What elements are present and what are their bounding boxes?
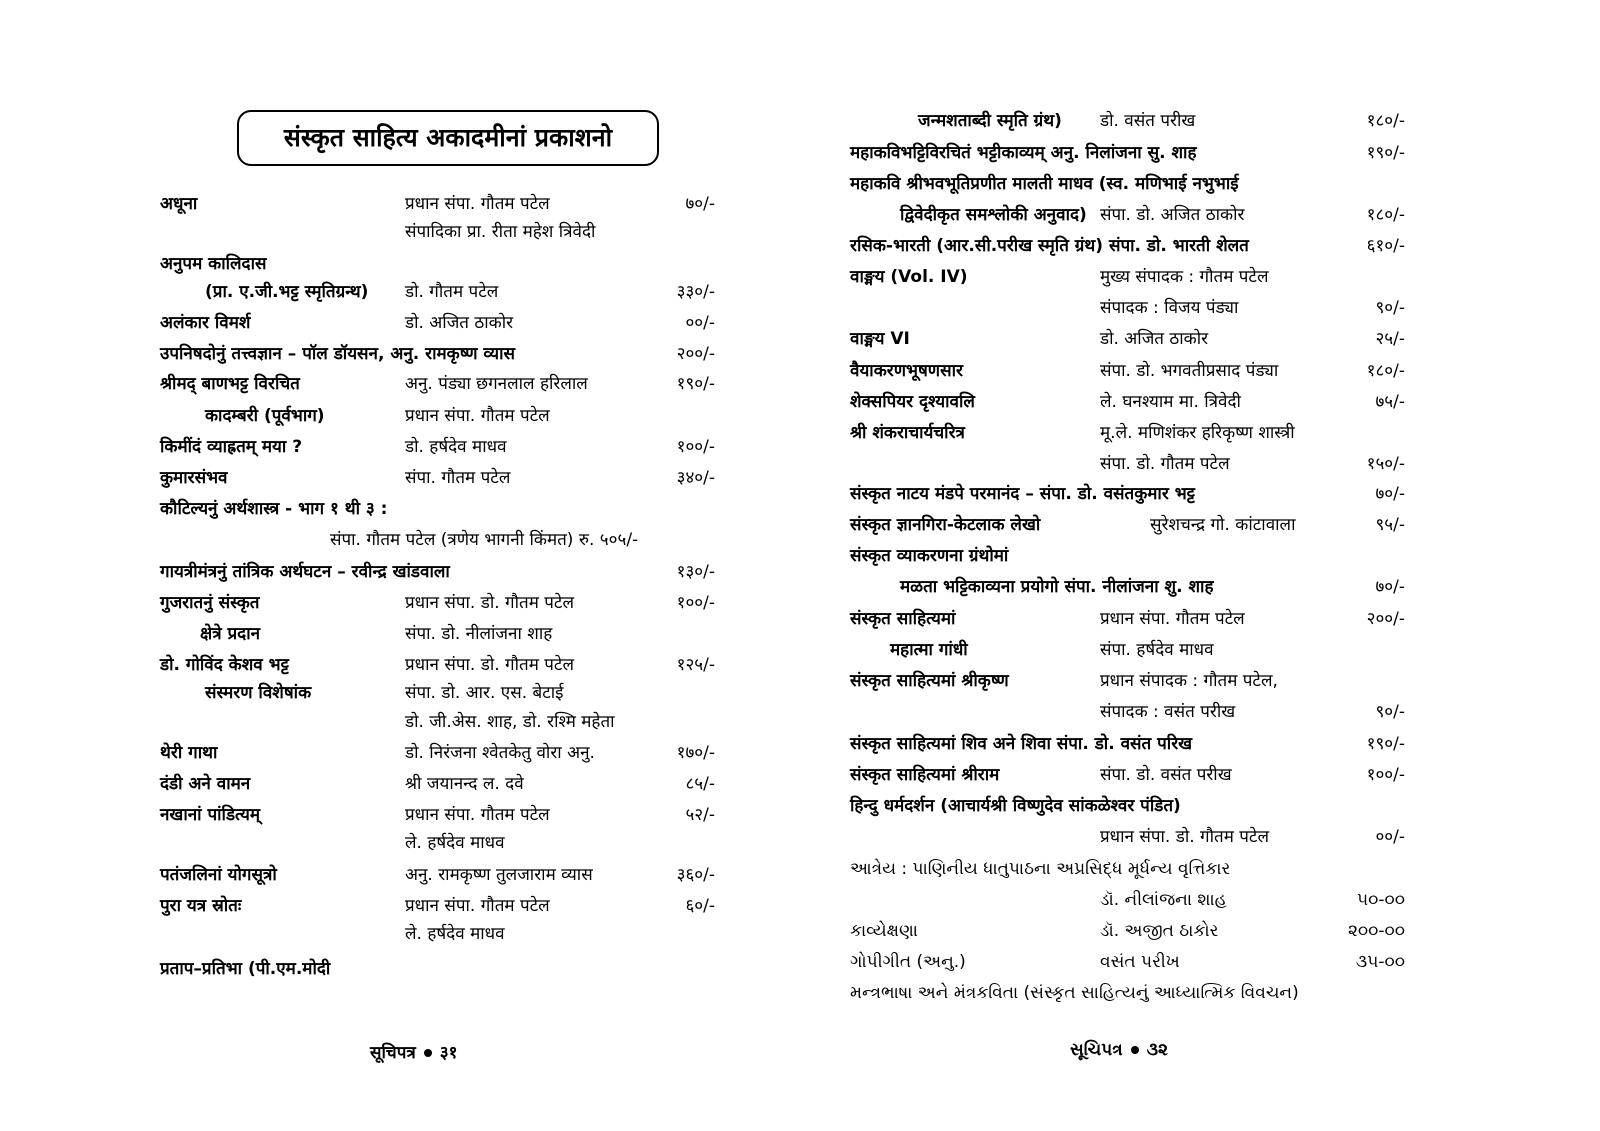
catalog-entry [800, 603, 1600, 635]
right-footer [1070, 1040, 1168, 1060]
price: १००/- [676, 437, 715, 457]
price: ७०/- [685, 194, 715, 214]
catalog-entry [800, 199, 1600, 231]
book-title: वाङ्मय VI [850, 329, 910, 349]
book-title: महाकविभट्टिविरचितं भट्टीकाव्यम् अनु. निलांजना सु. शाह [850, 143, 1197, 163]
price: ९०/- [1375, 298, 1405, 318]
book-title: क्षेत्रे प्रदान [200, 624, 261, 644]
catalog-entry [800, 790, 1600, 822]
editor-name: संपादिका प्रा. रीता महेश त्रिवेदी [405, 222, 596, 242]
catalog-entry [800, 417, 1600, 449]
book-title: किमींदं व्याह्रतम् मया ? [160, 437, 303, 457]
catalog-entry [0, 400, 800, 432]
catalog-entry [0, 587, 800, 619]
editor-name: संपादक : वसंत परीख [1100, 702, 1236, 722]
book-title: वाङ्मय (Vol. IV) [850, 267, 968, 287]
editor-name: संपा. डो. नीलांजना शाह [405, 624, 553, 644]
price: ૫૦-૦૦ [1356, 890, 1405, 910]
catalog-entry [0, 827, 800, 859]
editor-name: प्रधान संपा. गौतम पटेल [405, 406, 550, 426]
book-title: प्रताप–प्रतिभा (पी.एम.मोदी [160, 959, 331, 979]
catalog-entry [0, 677, 800, 709]
price: १८०/- [1366, 205, 1405, 225]
price: ७५/- [1375, 392, 1405, 412]
catalog-entry [800, 448, 1600, 480]
bullet-icon [424, 1049, 432, 1057]
price: १२५/- [676, 655, 715, 675]
page-title: संस्कृत साहित्य अकादमीनां प्रकाशनो [237, 110, 659, 166]
catalog-entry [800, 915, 1600, 947]
book-title: संस्कृत साहित्यमां श्रीकृष्ण [850, 671, 1009, 691]
catalog-entry [0, 462, 800, 494]
book-title: मळता भट्टिकाव्यना प्रयोगो संपा. नीलांजना शु. शाह [900, 577, 1214, 597]
editor-name: डो. हर्षदेव माधव [405, 437, 507, 457]
book-title: द्विवेदीकृत समश्लोकी अनुवाद) [900, 205, 1087, 225]
editor-name: डो. गौतम पटेल [405, 282, 499, 302]
price: ८५/- [685, 774, 715, 794]
book-title: संस्कृत नाटय मंडपे परमानंद – संपा. डो. वसंतकुमार भट्ट [850, 484, 1195, 504]
catalog-entry [800, 478, 1600, 510]
book-title: दंडी अने वामन [160, 774, 251, 794]
editor-name: ડૉ. નીલાંજના શાહ [1100, 890, 1227, 910]
left-footer [370, 1040, 457, 1063]
catalog-entry [800, 323, 1600, 355]
catalog-entry [0, 918, 800, 950]
price: ७०/- [1375, 484, 1405, 504]
catalog-entry [800, 571, 1600, 603]
editor-name: ले. हर्षदेव माधव [405, 833, 505, 853]
catalog-entry [800, 355, 1600, 387]
book-title: गायत्रीमंत्रनुं तांत्रिक अर्थघटन – रवीन्द्र खांडवाला [160, 562, 450, 582]
catalog-entry [0, 216, 800, 248]
editor-name: संपा. डो. वसंत परीख [1100, 765, 1232, 785]
price: २००/- [1366, 609, 1405, 629]
book-title: थेरी गाथा [160, 743, 218, 763]
editor-name: संपा. डो. अजित ठाकोर [1100, 205, 1245, 225]
book-title: हिन्दु धर्मदर्शन (आचार्यश्री विष्णुदेव सांकळेश्वर पंडित) [850, 796, 1181, 816]
editor-name: संपा. गौतम पटेल [405, 468, 511, 488]
editor-name: प्रधान संपा. डो. गौतम पटेल [1100, 827, 1270, 847]
price: १००/- [676, 593, 715, 613]
price: १५०/- [1366, 454, 1405, 474]
price: १९०/- [1366, 734, 1405, 754]
book-title: गुजरातनुं संस्कृत [160, 593, 260, 613]
catalog-entry [800, 884, 1600, 916]
book-title: संस्मरण विशेषांक [205, 683, 312, 703]
catalog-entry [800, 261, 1600, 293]
catalog-entry [0, 953, 800, 985]
catalog-entry [0, 859, 800, 891]
book-title: (प्रा. ए.जी.भट्ट स्मृतिग्रन्थ) [205, 282, 369, 302]
price: ९०/- [1375, 702, 1405, 722]
editor-name: ડૉ. અજીત ઠાકોર [1100, 921, 1219, 941]
editor-name: अनु. रामकृष्ण तुलजाराम व्यास [405, 865, 593, 885]
editor-name: ले. घनश्याम मा. त्रिवेदी [1100, 392, 1241, 412]
catalog-entry [0, 276, 800, 308]
page-number: ३१ [439, 1043, 458, 1063]
editor-name: मुख्य संपादक : गौतम पटेल [1100, 267, 1269, 287]
editor-name: प्रधान संपा. गौतम पटेल [405, 805, 550, 825]
catalog-entry [800, 509, 1600, 541]
editor-name: सुरेशचन्द्र गो. कांटावाला [1150, 515, 1296, 535]
catalog-entry [0, 431, 800, 463]
book-title: મન્ત્રભાષા અને મંત્રકવિતા (સંસ્કૃત સાહિત્યનું આધ્યાત્મિક વિવચન) [850, 983, 1299, 1003]
book-title: श्री शंकराचार्यचरित्र [850, 423, 965, 443]
price: १३०/- [676, 562, 715, 582]
price: ६०/- [685, 896, 715, 916]
editor-name: ले. हर्षदेव माधव [405, 924, 505, 944]
catalog-entry [800, 728, 1600, 760]
price: ३४०/- [676, 468, 715, 488]
catalog-entry [800, 821, 1600, 853]
price: ९५/- [1375, 515, 1405, 535]
book-title: अनुपम कालिदास [160, 254, 267, 274]
price: १००/- [1366, 765, 1405, 785]
price: १९०/- [676, 374, 715, 394]
editor-name: डो. अजित ठाकोर [405, 313, 514, 333]
price: ૨૦૦-૦૦ [1347, 921, 1405, 941]
price: २५/- [1375, 329, 1405, 349]
book-title: वैयाकरणभूषणसार [850, 361, 963, 381]
book-title: કાવ્યેક્ષણા [850, 921, 918, 941]
editor-name: संपा. गौतम पटेल (त्रणेय भागनी किंमत) रु. ५०५/- [330, 530, 639, 550]
catalog-entry [0, 556, 800, 588]
price: ५२/- [685, 805, 715, 825]
book-title: कौटिल्यनुं अर्थशास्त्र - भाग १ थी ३ : [160, 499, 388, 519]
catalog-entry [800, 853, 1600, 885]
editor-name: संपा. डो. आर. एस. बेटाई [405, 683, 564, 703]
page-number: ૩૨ [1146, 1040, 1169, 1060]
catalog-entry [800, 977, 1600, 1009]
price: १८०/- [1366, 111, 1405, 131]
catalog-entry [800, 230, 1600, 262]
catalog-entry [0, 737, 800, 769]
book-title: उपनिषदोनुं तत्त्वज्ञान – पॉल डॉयसन, अनु. रामकृष्ण व्यास [160, 344, 515, 364]
book-title: पुरा यत्र स्रोतः [160, 896, 242, 916]
editor-name: डो. वसंत परीख [1100, 111, 1196, 131]
price: २००/- [676, 344, 715, 364]
price: ३३०/- [676, 282, 715, 302]
price: ००/- [685, 313, 715, 333]
editor-name: श्री जयानन्द ल. दवे [405, 774, 524, 794]
book-title: रसिक-भारती (आर.सी.परीख स्मृति ग्रंथ) संपा. डो. भारती शेलत [850, 236, 1249, 256]
book-title: संस्कृत साहित्यमां श्रीराम [850, 765, 1000, 785]
editor-name: प्रधान संपा. गौतम पटेल [405, 896, 550, 916]
editor-name: प्रधान संपा. डो. गौतम पटेल [405, 655, 575, 675]
catalog-entry [800, 634, 1600, 666]
book-title: આત્રેય : પાણિનીય ધાતુપાઠના અપ્રસિદ્ધ મૂર્ધન્ય વૃત્તિકાર [850, 859, 1231, 879]
book-title: कादम्बरी (पूर्वभाग) [205, 406, 325, 426]
editor-name: संपा. हर्षदेव माधव [1100, 640, 1214, 660]
catalog-entry [800, 759, 1600, 791]
catalog-entry [800, 540, 1600, 572]
book-title: जन्मशताब्दी स्मृति ग्रंथ) [918, 111, 1062, 131]
editor-name: प्रधान संपा. डो. गौतम पटेल [405, 593, 575, 613]
bullet-icon [1131, 1046, 1139, 1054]
editor-name: डो. जी.अेस. शाह, डो. रश्मि महेता [405, 712, 615, 732]
catalog-entry [0, 307, 800, 339]
book-title: अधूना [160, 194, 198, 214]
editor-name: संपा. डो. भगवतीप्रसाद पंड्या [1100, 361, 1279, 381]
catalog-entry [0, 524, 800, 556]
catalog-entry [0, 618, 800, 650]
catalog-entry [0, 706, 800, 738]
book-title: ગોપીગીત (અનુ.) [850, 952, 966, 972]
price: ३६०/- [676, 865, 715, 885]
book-title: संस्कृत व्याकरणना ग्रंथोमां [850, 546, 1009, 566]
book-title: अलंकार विमर्श [160, 313, 251, 333]
catalog-entry [800, 386, 1600, 418]
catalog-entry [0, 768, 800, 800]
price: ६१०/- [1366, 236, 1405, 256]
price: ૩૫-૦૦ [1355, 952, 1405, 972]
book-title: श्रीमद् बाणभट्ट विरचित [160, 374, 300, 394]
catalog-entry [0, 368, 800, 400]
editor-name: मू.ले. मणिशंकर हरिकृष्ण शास्त्री [1100, 423, 1295, 443]
price: १९०/- [1366, 143, 1405, 163]
catalog-entry [800, 137, 1600, 169]
right-page [800, 0, 1600, 1131]
price: १८०/- [1366, 361, 1405, 381]
catalog-entry [0, 493, 800, 525]
editor-name: संपा. डो. गौतम पटेल [1100, 454, 1230, 474]
book-title: नखानां पांडित्यम् [160, 805, 261, 825]
catalog-entry [800, 168, 1600, 200]
price: १७०/- [676, 743, 715, 763]
catalog-entry [800, 105, 1600, 137]
footer-label: सूचिपत्र [370, 1043, 416, 1063]
price: ००/- [1375, 827, 1405, 847]
catalog-entry [800, 665, 1600, 697]
catalog-entry [800, 696, 1600, 728]
catalog-entry [800, 946, 1600, 978]
book-title: महात्मा गांधी [890, 640, 968, 660]
book-title: महाकवि श्रीभवभूतिप्रणीत मालती माधव (स्व. मणिभाई नभुभाई [850, 174, 1239, 194]
footer-label: સૂચિપત્ર [1070, 1040, 1123, 1060]
editor-name: વસંત પરીખ [1100, 952, 1180, 972]
price: ७०/- [1375, 577, 1405, 597]
editor-name: डो. निरंजना श्वेतकेतु वोरा अनु. [405, 743, 595, 763]
catalog-entry [800, 292, 1600, 324]
editor-name: संपादक : विजय पंड्या [1100, 298, 1239, 318]
editor-name: अनु. पंड्या छगनलाल हरिलाल [405, 374, 588, 394]
editor-name: प्रधान संपा. गौतम पटेल [1100, 609, 1245, 629]
book-title: पतंजलिनां योगसूत्रो [160, 865, 277, 885]
editor-name: डो. अजित ठाकोर [1100, 329, 1209, 349]
book-title: शेक्सपियर दृश्यावलि [850, 392, 975, 412]
book-title: कुमारसंभव [160, 468, 228, 488]
book-title: संस्कृत साहित्यमां शिव अने शिवा संपा. डो. वसंत परिख [850, 734, 1193, 754]
editor-name: प्रधान संपा. गौतम पटेल [405, 194, 550, 214]
book-title: संस्कृत साहित्यमां [850, 609, 956, 629]
book-title: डो. गोविंद केशव भट्ट [160, 655, 289, 675]
catalog-entry [0, 338, 800, 370]
editor-name: प्रधान संपादक : गौतम पटेल, [1100, 671, 1278, 691]
book-title: संस्कृत ज्ञानगिरा-केटलाक लेखो [850, 515, 1041, 535]
